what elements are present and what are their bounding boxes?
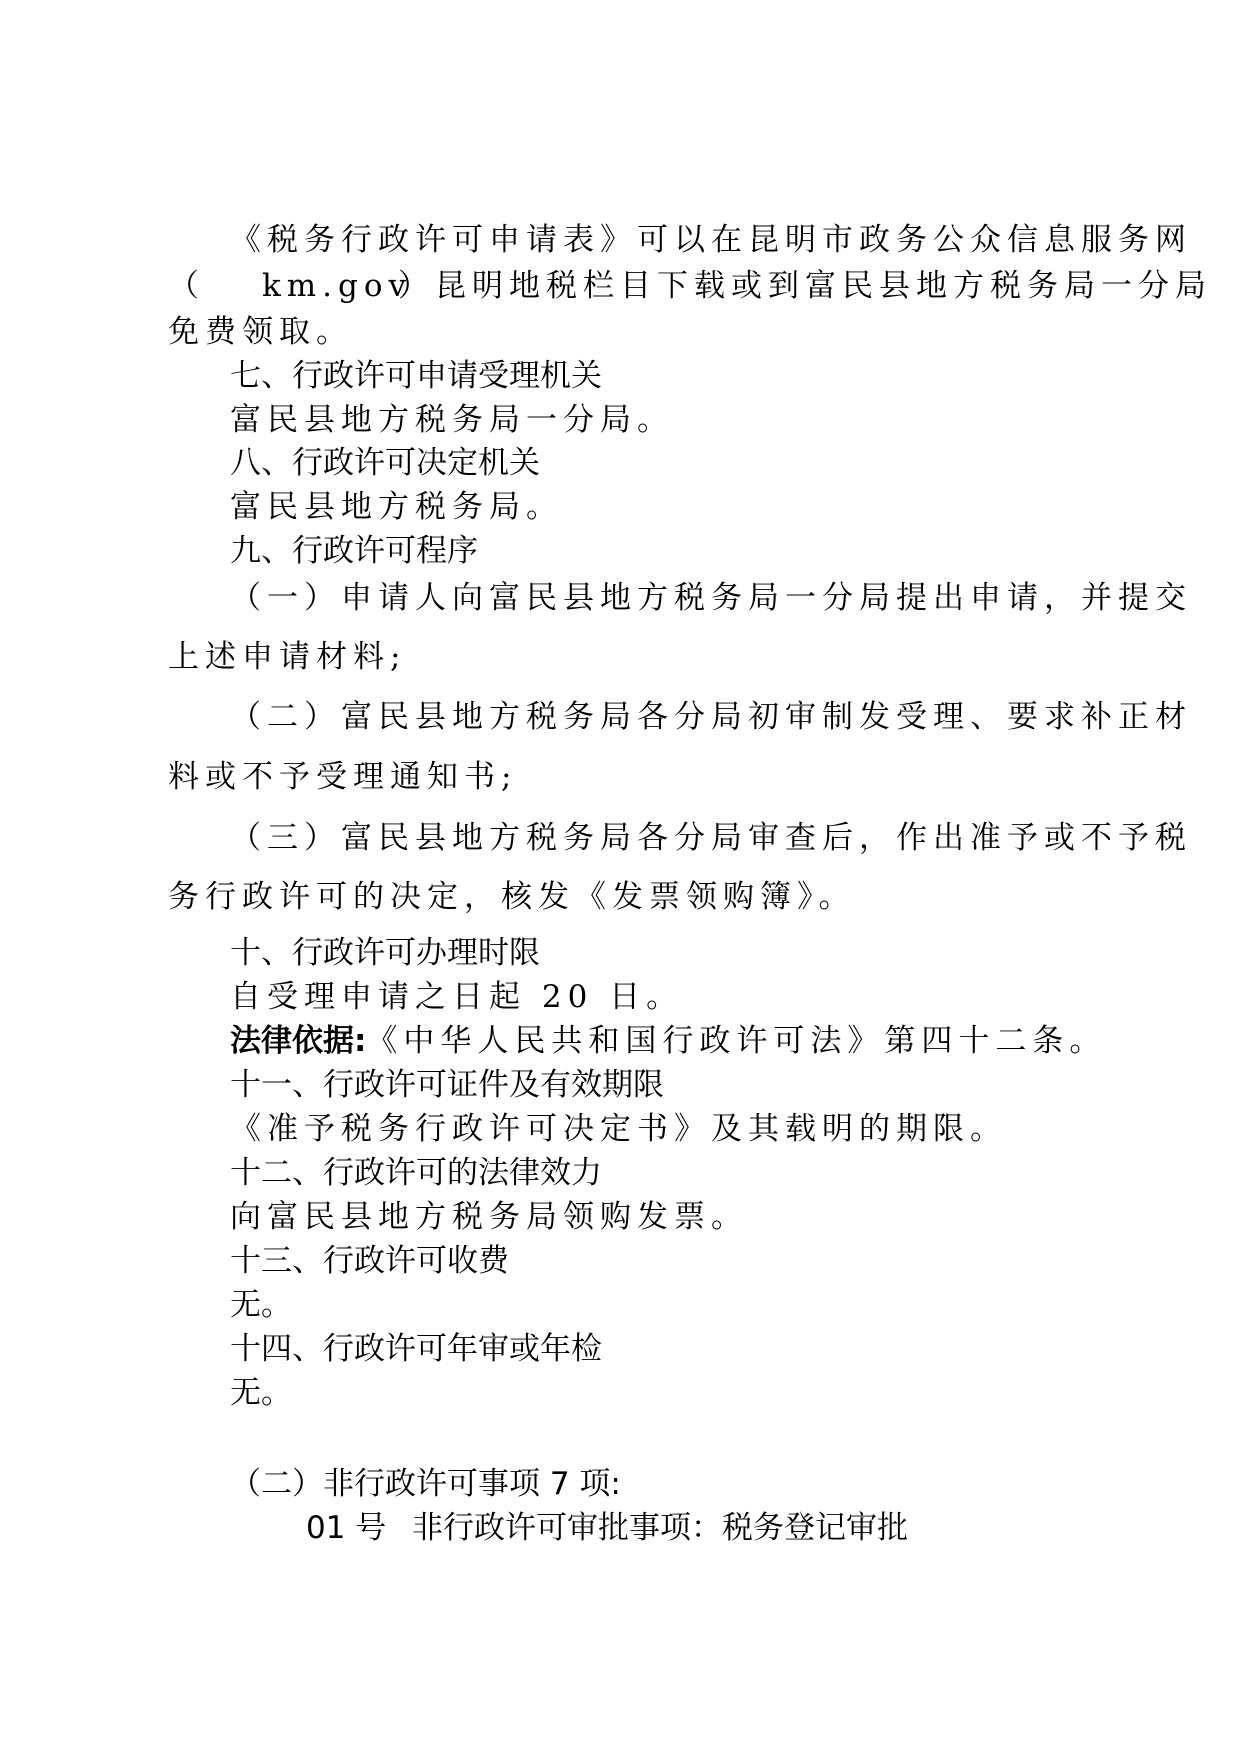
section-12-body: 向富民县地方税务局领购发票。 xyxy=(230,1199,748,1235)
section-14-heading: 十四、行政许可年审或年检 xyxy=(230,1331,602,1367)
section-12-heading: 十二、行政许可的法律效力 xyxy=(230,1155,602,1191)
intro-line-2: ）昆明地税栏目下载或到富民县地方税务局一分局 xyxy=(398,268,1212,304)
legal-basis-label: 法律依据: xyxy=(230,1023,367,1059)
section-7-body: 富民县地方税务局一分局。 xyxy=(230,402,674,438)
intro-site-link[interactable]: km.gov xyxy=(262,268,413,304)
section-11-heading: 十一、行政许可证件及有效期限 xyxy=(230,1067,664,1103)
part-2-heading: （二）非行政许可事项 7 项: xyxy=(230,1466,621,1502)
section-13-body: 无。 xyxy=(230,1287,292,1323)
section-9-step-2a: （二）富民县地方税务局各分局初审制发受理、要求补正材 xyxy=(230,699,1192,735)
intro-paren-open: （ xyxy=(168,268,205,304)
section-9-step-3a: （三）富民县地方税务局各分局审查后，作出准予或不予税 xyxy=(230,820,1192,856)
section-9-step-2b: 料或不予受理通知书; xyxy=(168,759,518,795)
legal-basis-text: 《中华人民共和国行政许可法》第四十二条。 xyxy=(366,1023,1107,1059)
section-8-body: 富民县地方税务局。 xyxy=(230,489,563,525)
section-8-heading: 八、行政许可决定机关 xyxy=(230,445,540,481)
intro-line-1: 《税务行政许可申请表》可以在昆明市政务公众信息服务网 xyxy=(230,222,1192,258)
section-10-heading: 十、行政许可办理时限 xyxy=(230,935,540,971)
legal-basis-line xyxy=(230,1021,1106,1061)
section-14-body: 无。 xyxy=(230,1375,292,1411)
section-9-step-1a: （一）申请人向富民县地方税务局一分局提出申请，并提交 xyxy=(230,580,1192,616)
item-01-number: 01 号 xyxy=(306,1510,387,1546)
intro-line-3: 免费领取。 xyxy=(168,314,353,350)
section-9-heading: 九、行政许可程序 xyxy=(230,533,478,569)
section-10-body: 自受理申请之日起 20 日。 xyxy=(230,979,684,1015)
section-9-step-3b: 务行政许可的决定，核发《发票领购簿》。 xyxy=(168,879,856,915)
section-9-step-1b: 上述申请材料; xyxy=(168,639,407,675)
section-7-heading: 七、行政许可申请受理机关 xyxy=(230,358,602,394)
item-01-title: 非行政许可审批事项：税务登记审批 xyxy=(412,1510,908,1546)
section-11-body: 《准予税务行政许可决定书》及其载明的期限。 xyxy=(230,1111,1007,1147)
section-13-heading: 十三、行政许可收费 xyxy=(230,1243,509,1279)
